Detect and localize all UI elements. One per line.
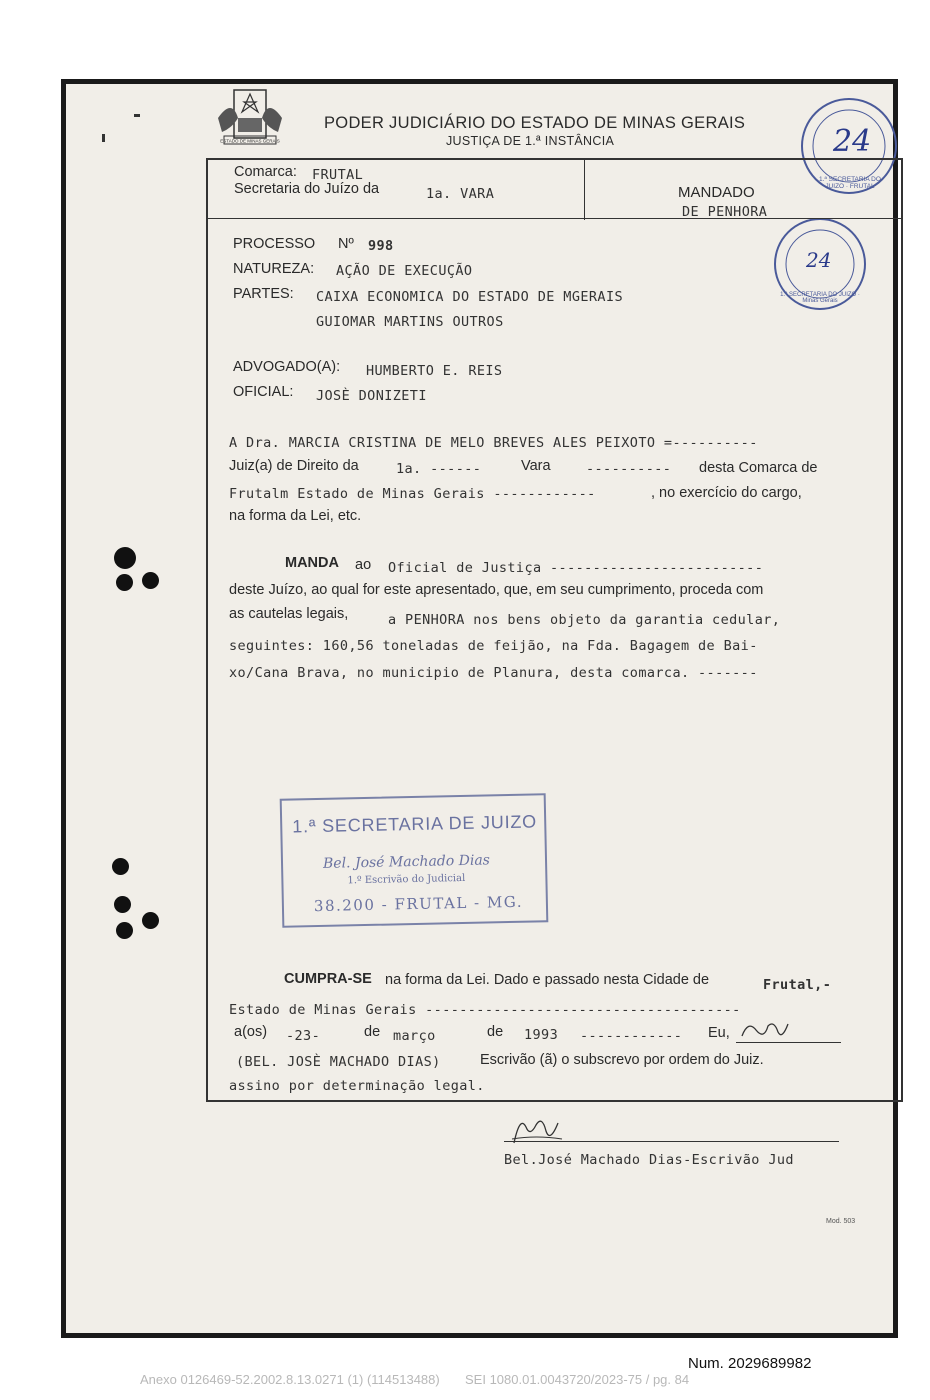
comarca-value: FRUTAL bbox=[312, 167, 364, 183]
pencil-mark bbox=[102, 134, 105, 142]
closing-month: março bbox=[393, 1028, 436, 1044]
signature-caption: Bel.José Machado Dias-Escrivão Jud bbox=[504, 1152, 794, 1168]
cumpra-lead: CUMPRA-SE bbox=[284, 971, 372, 987]
coat-of-arms-seal-icon bbox=[214, 88, 286, 148]
handwritten-signature-icon bbox=[506, 1109, 566, 1149]
secretaria-rectangular-stamp bbox=[280, 793, 549, 928]
escrivao-text: Escrivão (ã) o subscrevo por ordem do Juiz. bbox=[480, 1052, 764, 1068]
closing-eu: Eu, bbox=[708, 1025, 730, 1041]
binder-hole bbox=[142, 912, 159, 929]
manda-line-4: seguintes: 160,56 toneladas de feijão, na Fda. Bagagem de Bai- bbox=[229, 638, 758, 654]
stamp-line-4: 38.200 - FRUTAL - MG. bbox=[313, 892, 524, 916]
judge-line-2c: Vara bbox=[521, 458, 551, 474]
manda-line-3a: as cautelas legais, bbox=[229, 606, 349, 622]
partes-label: PARTES: bbox=[233, 286, 294, 302]
manda-line-5: xo/Cana Brava, no municipio de Planura, desta comarca. ------- bbox=[229, 665, 758, 681]
secretaria-value: 1a. VARA bbox=[426, 186, 495, 202]
annex-reference: Anexo 0126469-52.2002.8.13.0271 (1) (114513488) SEI 1080.01.0043720/2023-75 / pg. 84 bbox=[140, 1372, 690, 1387]
stamp-line-1: 1.ª SECRETARIA DE JUIZO bbox=[292, 811, 538, 837]
advogado-value: HUMBERTO E. REIS bbox=[366, 363, 503, 379]
closing-city: Frutal,- bbox=[763, 977, 832, 993]
oficial-label: OFICIAL: bbox=[233, 384, 294, 400]
closing-estado: Estado de Minas Gerais ------------------------------------- bbox=[229, 1002, 741, 1018]
court-subtitle: JUSTIÇA DE 1.ª INSTÂNCIA bbox=[446, 134, 615, 148]
judge-line-4: na forma da Lei, etc. bbox=[229, 508, 362, 524]
judge-line-3b: , no exercício do cargo, bbox=[651, 485, 802, 501]
closing-dashes: ------------ bbox=[580, 1028, 683, 1044]
closing-year: 1993 bbox=[524, 1027, 559, 1043]
binder-hole bbox=[114, 896, 131, 913]
escrivao-name: (BEL. JOSÈ MACHADO DIAS) bbox=[236, 1054, 441, 1070]
partes-line-1: CAIXA ECONOMICA DO ESTADO DE MGERAIS bbox=[316, 289, 623, 305]
processo-label: PROCESSO bbox=[233, 236, 316, 252]
manda-lead: MANDA bbox=[285, 555, 339, 571]
closing-day: -23- bbox=[286, 1028, 321, 1044]
stamp-line-2: Bel. José Machado Dias bbox=[322, 852, 491, 872]
binder-hole bbox=[114, 547, 136, 569]
judge-line-1: A Dra. MARCIA CRISTINA DE MELO BREVES ALES PEIXOTO =---------- bbox=[229, 435, 758, 451]
document-page bbox=[66, 84, 893, 1333]
judge-line-3a: Frutalm Estado de Minas Gerais ------------ bbox=[229, 486, 596, 502]
manda-line-3b: a PENHORA nos bens objeto da garantia cedular, bbox=[388, 612, 781, 628]
binder-hole bbox=[112, 858, 129, 875]
judge-line-2b: 1a. ------ bbox=[396, 461, 482, 477]
partes-line-2: GUIOMAR MARTINS OUTROS bbox=[316, 314, 504, 330]
binder-hole bbox=[142, 572, 159, 589]
closing-de-1: de bbox=[364, 1024, 381, 1040]
judge-line-2d: ---------- bbox=[586, 461, 672, 477]
manda-line-2: deste Juízo, ao qual for este apresentado, que, em seu cumprimento, proceda com bbox=[229, 582, 764, 598]
binder-hole bbox=[116, 574, 133, 591]
eu-signature-icon bbox=[738, 1016, 798, 1042]
court-title: PODER JUDICIÁRIO DO ESTADO DE MINAS GERAIS bbox=[324, 114, 746, 132]
stamp-ring-text: 1.ª SECRETARIA DO JUIZO · Minas Gerais bbox=[780, 292, 860, 304]
judge-line-2a: Juiz(a) de Direito da bbox=[229, 458, 359, 474]
closing-aos: a(os) bbox=[234, 1024, 268, 1040]
advogado-label: ADVOGADO(A): bbox=[233, 359, 341, 375]
closing-de-2: de bbox=[487, 1024, 504, 1040]
cumpra-text: na forma da Lei. Dado e passado nesta Cidade de bbox=[385, 972, 710, 988]
binder-hole bbox=[116, 922, 133, 939]
doc-type: MANDADO bbox=[678, 184, 755, 201]
stamp-sheet-number: 24 bbox=[833, 124, 872, 159]
stamp-ring-text: 1.ª SECRETARIA DO JUIZO · FRUTAL bbox=[819, 176, 881, 190]
stamp-line-3: 1.º Escrivão do Judicial bbox=[347, 872, 466, 887]
natureza-label: NATUREZA: bbox=[233, 261, 315, 277]
mandado-body-box bbox=[206, 218, 903, 1102]
assino-text: assino por determinação legal. bbox=[229, 1078, 485, 1094]
oficial-value: JOSÈ DONIZETI bbox=[316, 388, 427, 404]
form-code: Mod. 503 bbox=[826, 1218, 856, 1225]
eu-signature-line bbox=[736, 1042, 841, 1043]
doc-subtype: DE PENHORA bbox=[682, 204, 768, 220]
document-number: Num. 2029689982 bbox=[688, 1355, 812, 1372]
manda-ao: ao bbox=[355, 557, 372, 573]
comarca-label: Comarca: bbox=[234, 164, 297, 180]
secretaria-label: Secretaria do Juízo da bbox=[234, 181, 380, 197]
manda-oficial: Oficial de Justiça ------------------------- bbox=[388, 560, 764, 576]
processo-number: 998 bbox=[368, 238, 394, 254]
seal-text: ESTADO DE MINAS GERAIS bbox=[220, 138, 280, 144]
signature-line bbox=[504, 1141, 839, 1142]
numero-label: Nº bbox=[338, 236, 354, 252]
judge-line-2e: desta Comarca de bbox=[699, 460, 818, 476]
pencil-mark bbox=[134, 114, 140, 117]
natureza-value: AÇÃO DE EXECUÇÃO bbox=[336, 263, 473, 279]
stamp-sheet-number: 24 bbox=[806, 248, 832, 272]
box-divider bbox=[584, 160, 585, 220]
